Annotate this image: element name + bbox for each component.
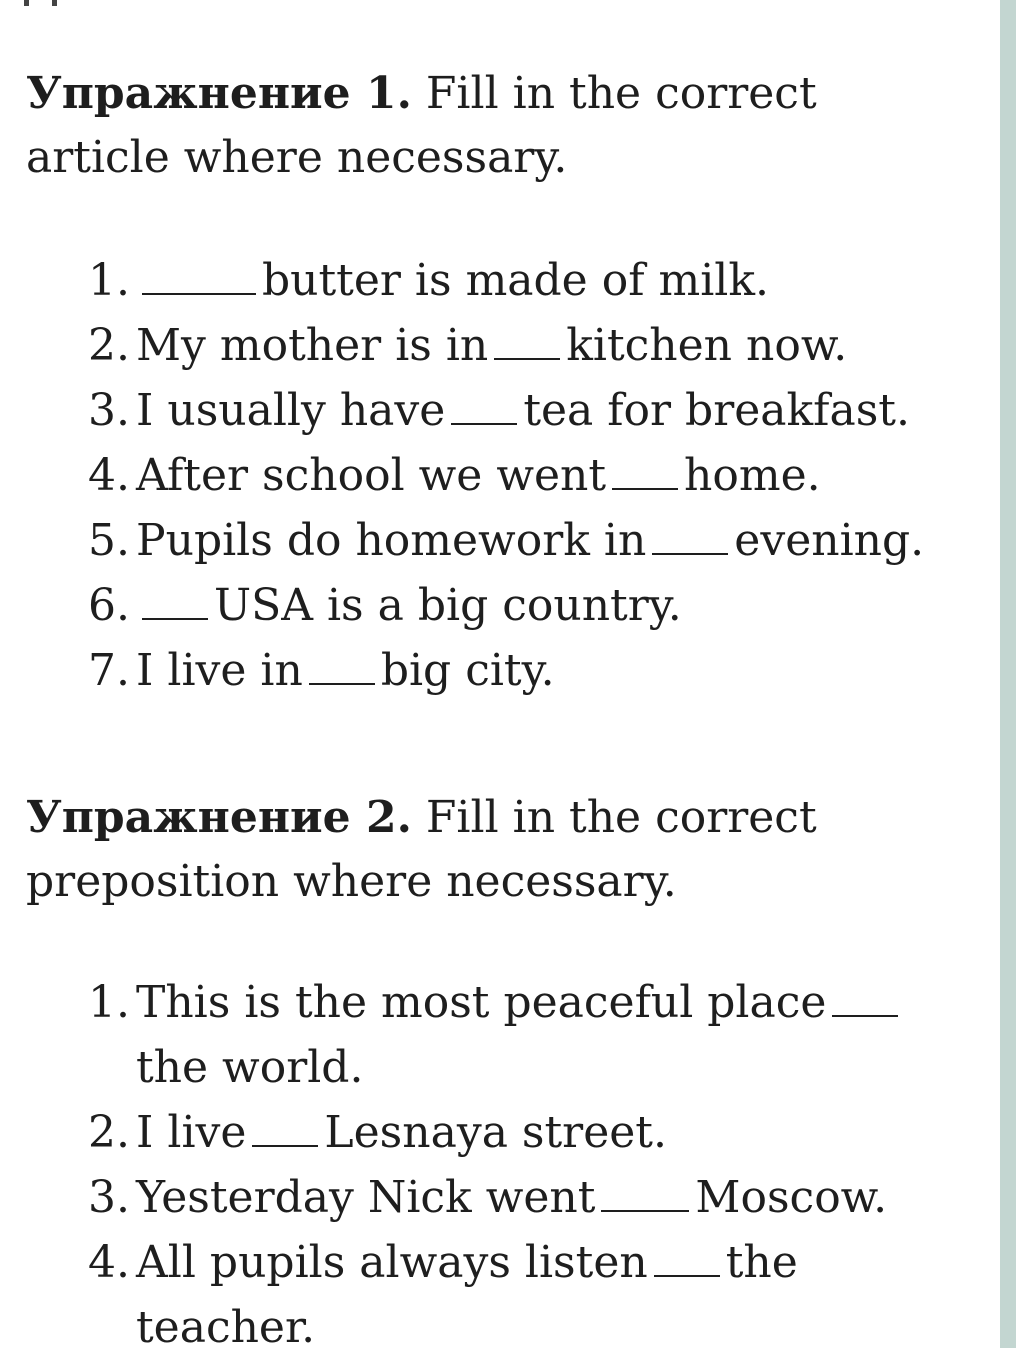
item-text-before: I usually have: [136, 385, 446, 436]
exercise-1-label: Упражнение 1.: [26, 68, 412, 119]
exercise-1-instruction: Fill in the correct article where necessary.: [26, 68, 817, 183]
answer-blank[interactable]: [252, 1111, 318, 1147]
item-text-after: tea for breakfast.: [523, 385, 910, 436]
item-text-after: the teacher.: [136, 1237, 798, 1353]
item-number: 3.: [88, 1172, 130, 1223]
item-text-after: butter is made of milk.: [262, 255, 769, 306]
item-text-after: USA is a big country.: [214, 580, 682, 631]
item-text-after: Moscow.: [695, 1172, 888, 1223]
answer-blank[interactable]: [451, 389, 517, 425]
exercise-1-item: [88, 378, 968, 443]
exercise-2-instruction: Fill in the correct preposition where necessary.: [26, 792, 817, 907]
answer-blank[interactable]: [142, 259, 256, 295]
answer-blank[interactable]: [612, 454, 678, 490]
exercise-1-item: [88, 248, 968, 313]
answer-blank[interactable]: [601, 1176, 689, 1212]
item-number: 1.: [88, 977, 130, 1028]
item-number: 3.: [88, 385, 130, 436]
exercise-2-heading: [26, 786, 966, 914]
item-text-before: I live: [136, 1107, 247, 1158]
item-text-before: After school we went: [136, 450, 607, 501]
answer-blank[interactable]: [652, 519, 728, 555]
exercise-1-heading: [26, 62, 966, 190]
item-text-after: evening.: [734, 515, 925, 566]
exercise-1-item: [88, 573, 968, 638]
exercise-1-item: [88, 443, 968, 508]
item-text-before: I live in: [136, 645, 303, 696]
item-text-after: big city.: [380, 645, 555, 696]
exercise-1-item: [88, 638, 968, 703]
exercise-2-label: Упражнение 2.: [26, 792, 412, 843]
exercise-2-item: [88, 1230, 968, 1360]
item-number: 5.: [88, 515, 130, 566]
item-text-before: All pupils always listen: [136, 1237, 648, 1288]
item-number: 2.: [88, 1107, 130, 1158]
item-text-before: My mother is in: [136, 320, 489, 371]
item-text-after: Lesnaya street.: [324, 1107, 667, 1158]
right-edge-stripe: [1000, 0, 1016, 1348]
top-edge-marks: [24, 0, 64, 6]
item-number: 2.: [88, 320, 130, 371]
answer-blank[interactable]: [142, 584, 208, 620]
answer-blank[interactable]: [494, 324, 560, 360]
item-text-after: home.: [684, 450, 821, 501]
item-text-after: kitchen now.: [566, 320, 848, 371]
exercise-2-list: [88, 970, 968, 1360]
exercise-2-item: [88, 1100, 968, 1165]
exercise-2-item: [88, 1165, 968, 1230]
item-number: 4.: [88, 450, 130, 501]
item-text-after: the world.: [136, 1042, 364, 1093]
exercise-1-item: [88, 313, 968, 378]
item-text-before: This is the most peaceful place: [136, 977, 827, 1028]
answer-blank[interactable]: [309, 649, 375, 685]
item-text-before: Yesterday Nick went: [136, 1172, 596, 1223]
exercise-1-item: [88, 508, 968, 573]
answer-blank[interactable]: [832, 981, 898, 1017]
answer-blank[interactable]: [654, 1241, 720, 1277]
item-number: 7.: [88, 645, 130, 696]
exercise-2-item: [88, 970, 968, 1100]
item-number: 4.: [88, 1237, 130, 1288]
item-number: 6.: [88, 580, 130, 631]
item-number: 1.: [88, 255, 130, 306]
exercise-1-list: [88, 248, 968, 703]
item-text-before: Pupils do homework in: [136, 515, 647, 566]
